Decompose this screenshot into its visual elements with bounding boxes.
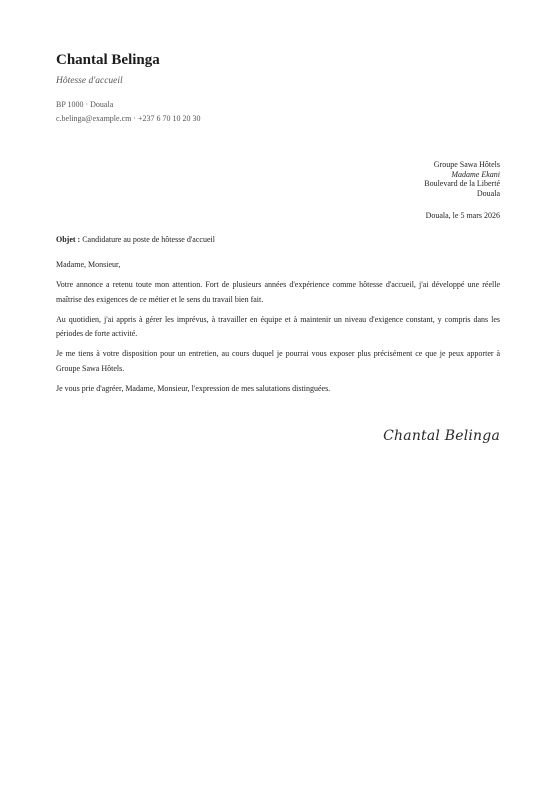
recipient-contact: Madame Ekani: [451, 169, 500, 179]
recipient-city: Douala: [476, 188, 500, 198]
body-paragraph: Au quotidien, j'ai appris à gérer les imprévus, à travailler en équipe et à maintenir un niveau d'exigence constant, y compris dans les périodes de forte activité.: [56, 314, 500, 338]
letter-body: [56, 258, 500, 402]
body-paragraph: Je me tiens à votre disposition pour un entretien, au cours duquel je pourrai vous exposer plus précisément ce que je peux apporter à Groupe Sawa Hôtels.: [56, 349, 500, 373]
recipient-block: [424, 160, 500, 198]
salutation: Madame, Monsieur,: [56, 260, 121, 269]
body-paragraph: Votre annonce a retenu toute mon attention. Fort de plusieurs années d'expérience comme hôtesse d'accueil, j'ai développé une réelle maîtrise des exigences de ce métier et le sens du travail bien fait.: [56, 280, 500, 304]
subject-line: [56, 234, 215, 245]
sender-address: BP 1000 · Douala: [56, 100, 114, 109]
letter-date: Douala, le 5 mars 2026: [425, 211, 500, 220]
closing-paragraph: Je vous prie d'agréer, Madame, Monsieur, l'expression de mes salutations distinguées.: [56, 383, 331, 393]
sender-contact: c.belinga@example.cm · +237 6 70 10 20 30: [56, 114, 201, 123]
sender-name: Chantal Belinga: [56, 52, 160, 68]
sender-role: Hôtesse d'accueil: [56, 76, 123, 86]
subject-text: Candidature au poste de hôtesse d'accueil: [82, 235, 215, 244]
recipient-company: Groupe Sawa Hôtels: [433, 160, 500, 169]
signature: Chantal Belinga: [383, 428, 500, 444]
subject-label: Objet :: [56, 235, 81, 244]
recipient-street: Boulevard de la Liberté: [424, 179, 500, 188]
